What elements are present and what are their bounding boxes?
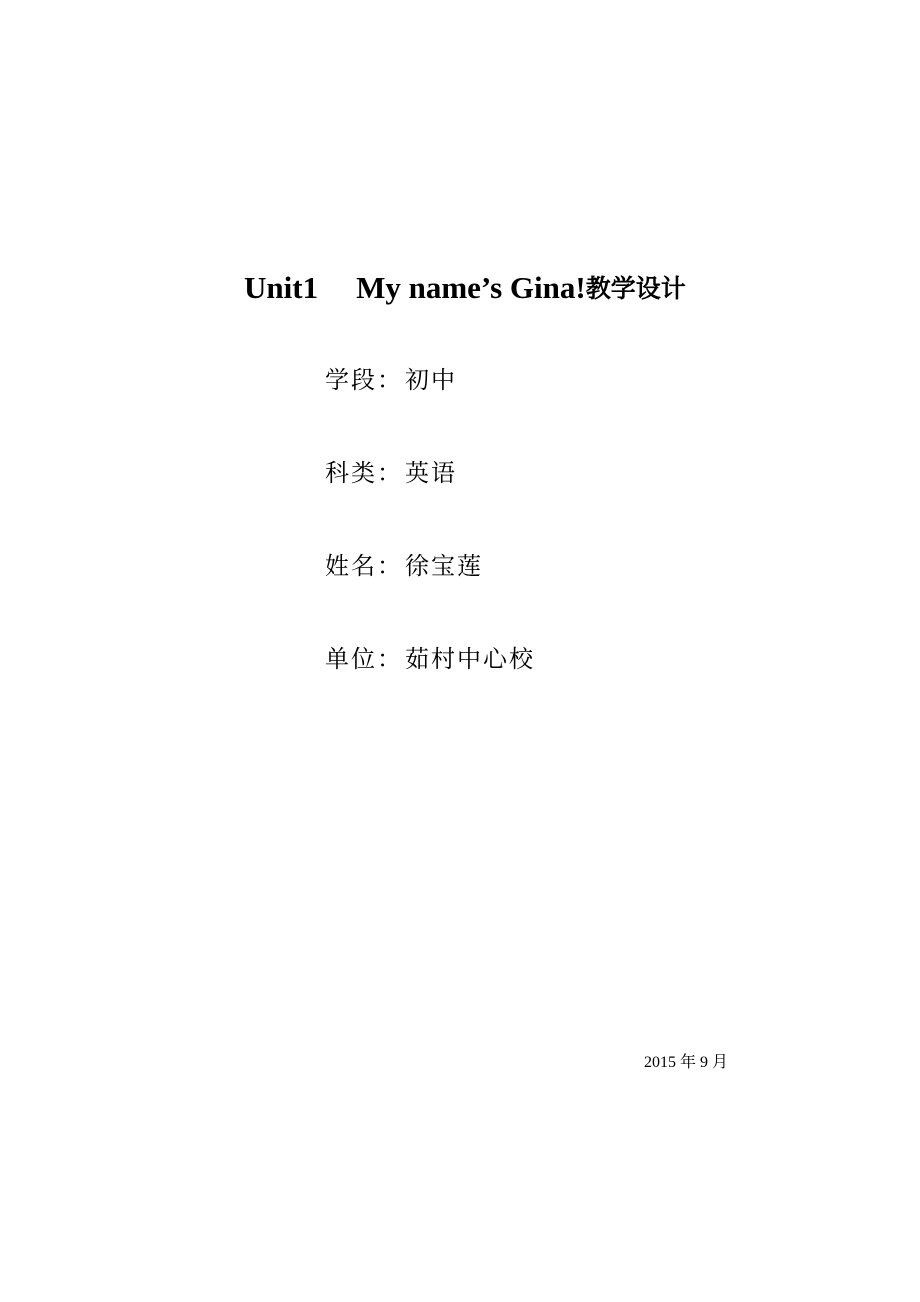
school-colon: ： (377, 645, 403, 673)
title-unit: Unit1 (244, 270, 319, 305)
teacher-name-colon: ： (377, 552, 403, 580)
teacher-name-value: 徐宝莲 (405, 552, 483, 580)
subject-label: 科类 (325, 459, 377, 487)
stage-label: 学段 (325, 366, 377, 394)
school-row (325, 641, 535, 677)
school-label: 单位 (325, 645, 377, 673)
subject-colon: ： (377, 459, 403, 487)
document-title (244, 266, 686, 311)
stage-value: 初中 (405, 366, 457, 394)
stage-row (325, 362, 457, 398)
school-value: 茹村中心校 (405, 645, 535, 673)
subject-row (325, 455, 457, 491)
teacher-name-label: 姓名 (325, 552, 377, 580)
document-date: 2015 年 9 月 (644, 1054, 729, 1071)
title-chinese: 教学设计 (585, 274, 686, 303)
title-lesson-name: My name’s Gina! (356, 270, 586, 305)
subject-value: 英语 (405, 459, 457, 487)
stage-colon: ： (377, 366, 403, 394)
teacher-name-row (325, 548, 483, 584)
